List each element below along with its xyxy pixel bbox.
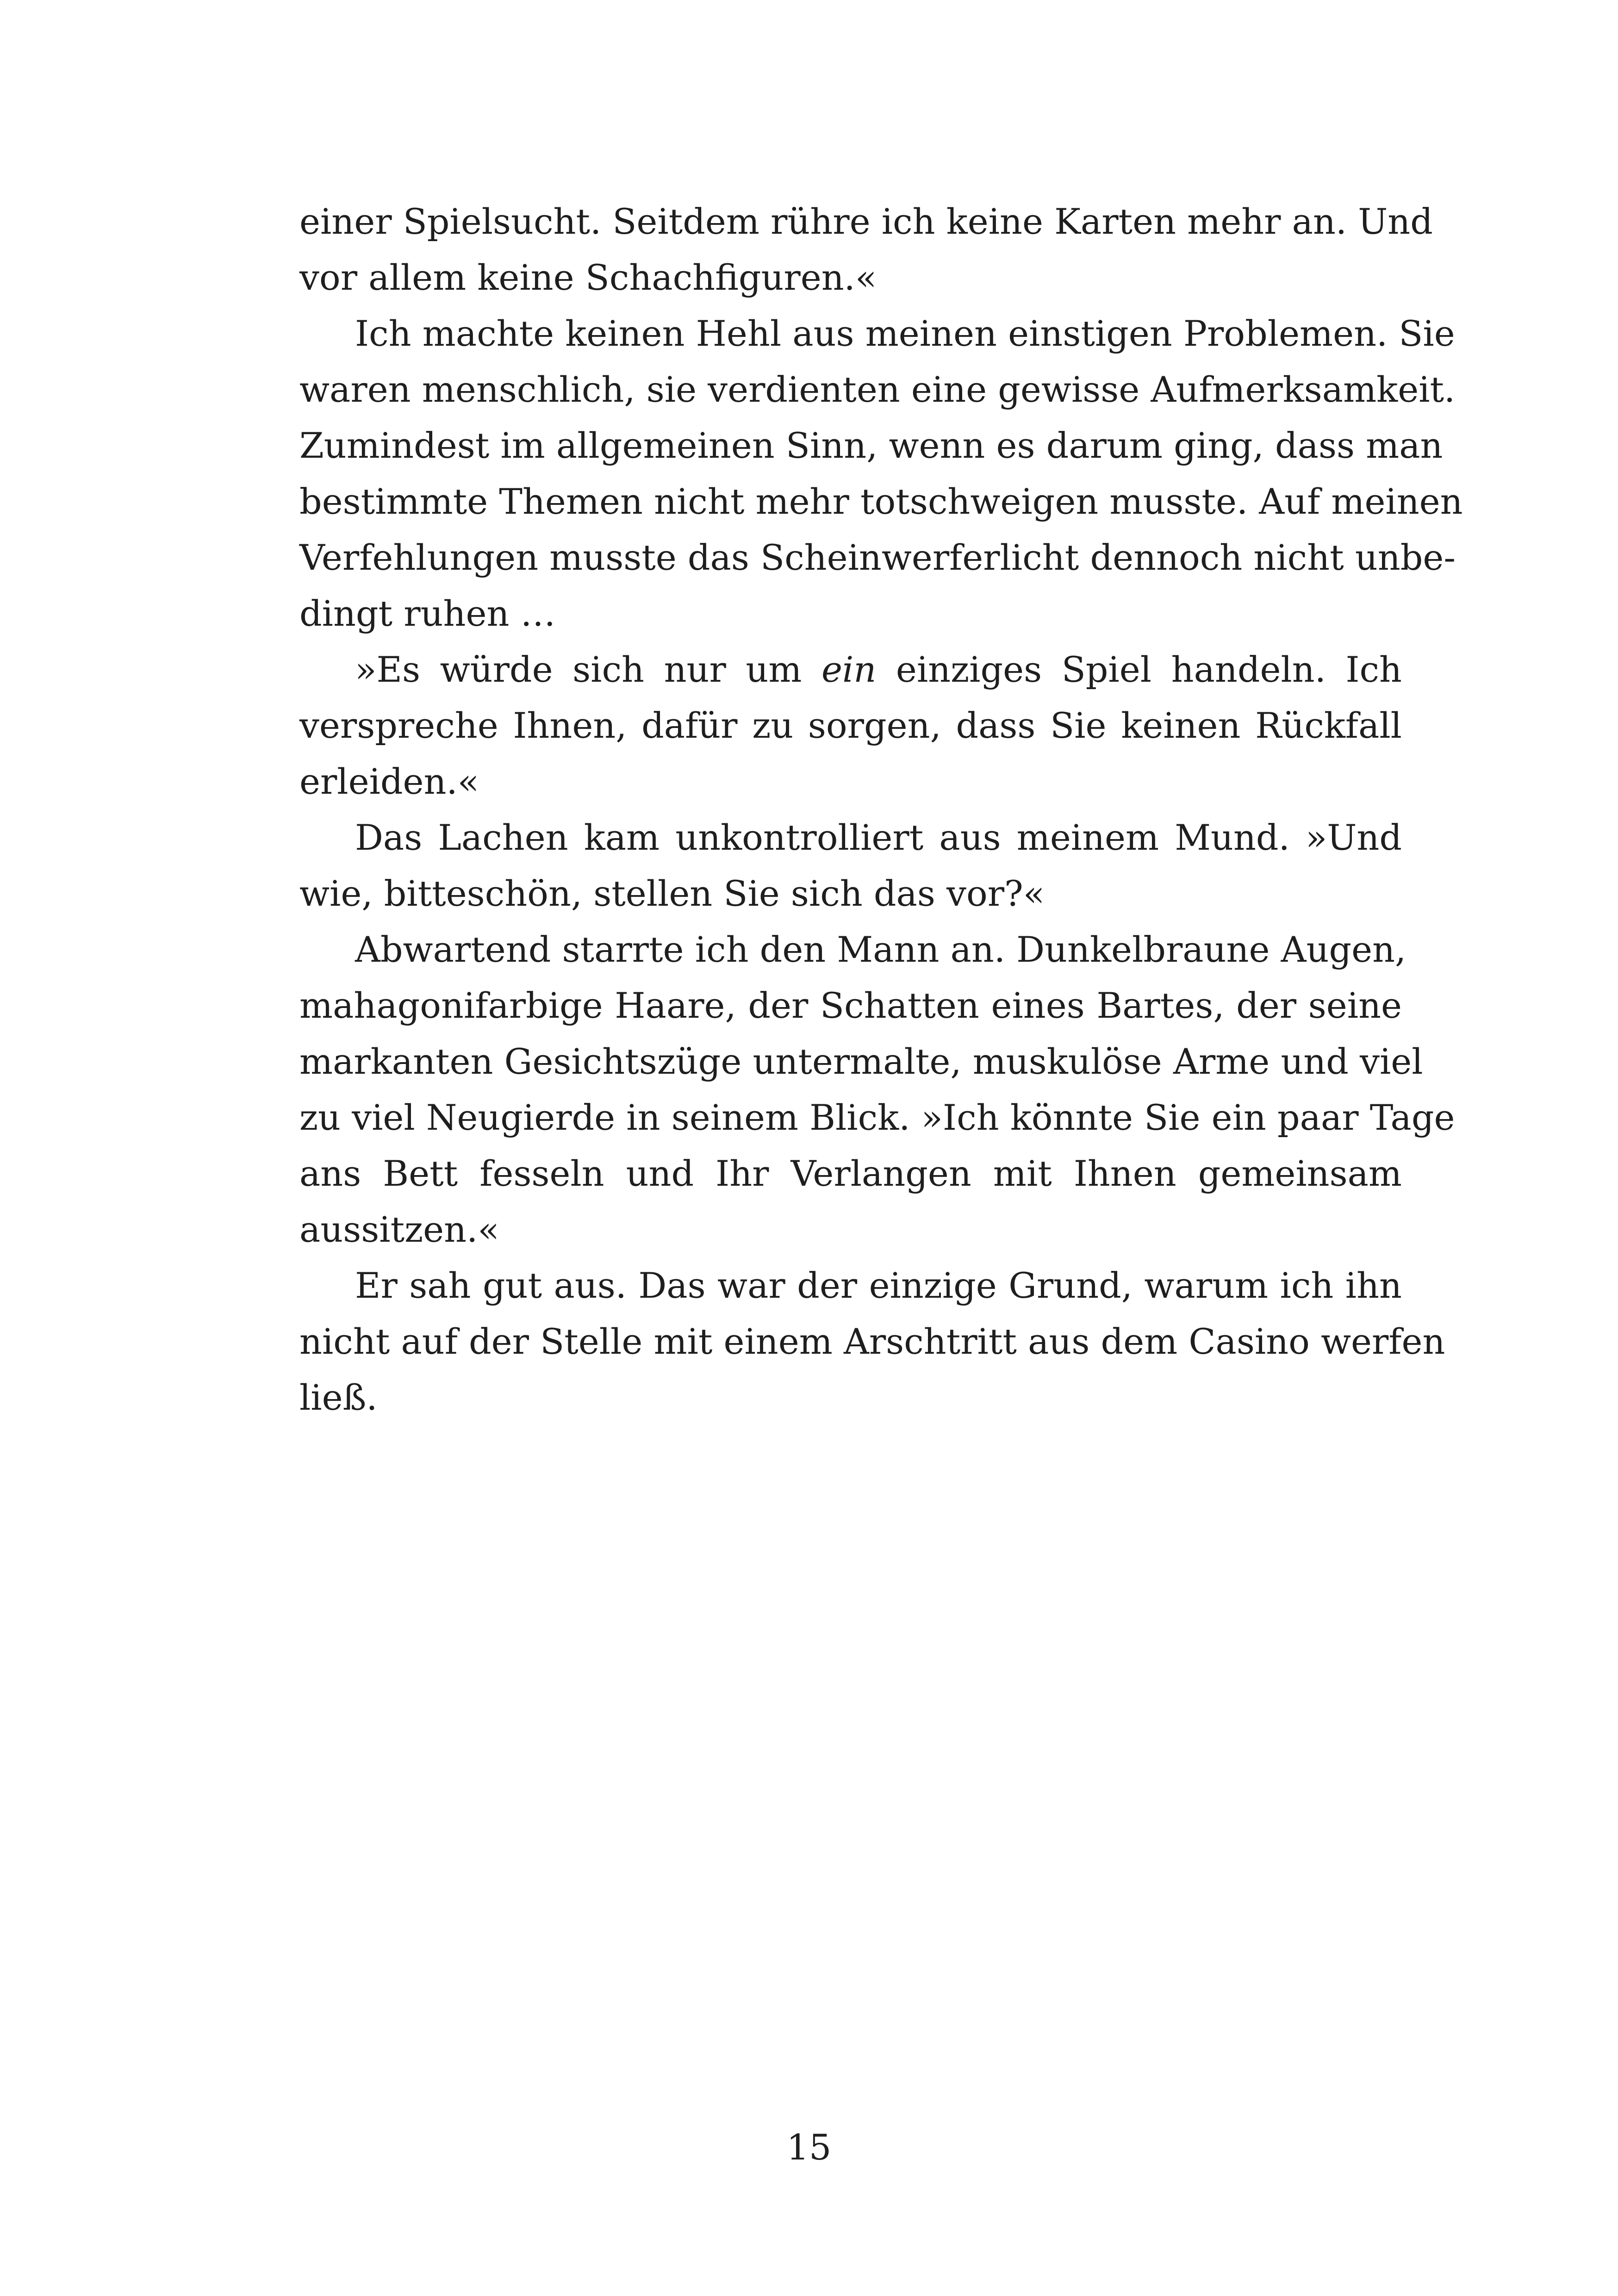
text-line: einer Spielsucht. Seitdem rühre ich keine Karten mehr an. Und	[299, 201, 1433, 242]
paragraph	[299, 921, 1455, 1257]
text-line: bestimmte Themen nicht mehr totschweigen musste. Auf meinen	[299, 481, 1463, 522]
page-number: 15	[786, 2127, 832, 2168]
text-run: einziges Spiel handeln. Ich	[876, 649, 1402, 690]
text-line: ans Bett fesseln und Ihr Verlangen mit Ihnen gemeinsam	[299, 1153, 1402, 1194]
paragraph	[299, 809, 1402, 921]
paragraph	[299, 1257, 1445, 1425]
text-line: aussitzen.«	[299, 1209, 499, 1250]
paragraph	[299, 641, 1402, 809]
text-line: zu viel Neugierde in seinem Blick. »Ich könnte Sie ein paar Tage	[299, 1097, 1455, 1138]
text-line: mahagonifarbige Haare, der Schatten eines Bartes, der seine	[299, 985, 1402, 1026]
text-run: »Es würde sich nur um	[355, 649, 822, 690]
text-line: Das Lachen kam unkontrolliert aus meinem Mund. »Und	[355, 817, 1402, 858]
body-text	[299, 193, 1463, 1425]
paragraph	[299, 305, 1463, 641]
emphasized-word: ein	[821, 649, 877, 690]
text-line: Zumindest im allgemeinen Sinn, wenn es darum ging, dass man	[299, 425, 1443, 466]
text-line: markanten Gesichtszüge untermalte, muskulöse Arme und viel	[299, 1041, 1423, 1082]
text-line: ließ.	[299, 1377, 378, 1418]
text-line: nicht auf der Stelle mit einem Arschtritt aus dem Casino werfen	[299, 1321, 1445, 1362]
text-line: Verfehlungen musste das Scheinwerferlicht dennoch nicht unbe-	[299, 537, 1456, 578]
text-line	[299, 641, 1402, 697]
text-line: verspreche Ihnen, dafür zu sorgen, dass Sie keinen Rückfall	[299, 705, 1402, 746]
text-line: waren menschlich, sie verdienten eine gewisse Aufmerksamkeit.	[299, 369, 1456, 410]
text-line: vor allem keine Schachfiguren.«	[299, 257, 877, 298]
paragraph	[299, 193, 1433, 305]
text-line: Er sah gut aus. Das war der einzige Grund, warum ich ihn	[355, 1265, 1402, 1306]
text-line: wie, bitteschön, stellen Sie sich das vor?«	[299, 873, 1045, 914]
text-line: Abwartend starrte ich den Mann an. Dunkelbraune Augen,	[355, 929, 1406, 970]
text-line: dingt ruhen …	[299, 593, 556, 634]
text-line: erleiden.«	[299, 761, 479, 802]
text-line: Ich machte keinen Hehl aus meinen einstigen Problemen. Sie	[355, 313, 1455, 354]
